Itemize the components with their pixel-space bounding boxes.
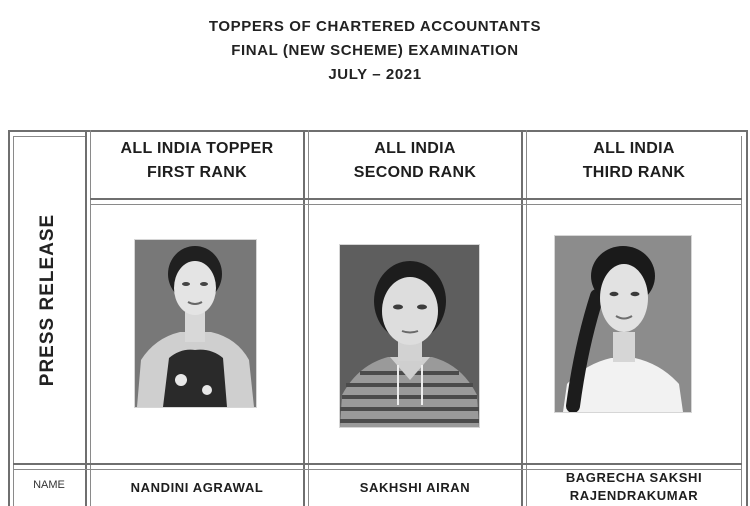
row-line-header-a — [90, 198, 742, 200]
side-column-inner-top — [13, 136, 86, 137]
col-divider-2a — [303, 130, 305, 506]
rank-header-1-line1: ALL INDIA TOPPER — [120, 140, 274, 157]
col-divider-1b — [90, 130, 91, 506]
row-line-header-b — [90, 204, 742, 205]
rank-header-3 — [527, 137, 741, 185]
rank-header-2-line2: SECOND RANK — [353, 164, 477, 181]
topper-photo-2 — [340, 245, 479, 427]
title-line-2: FINAL (NEW SCHEME) EXAMINATION — [231, 42, 519, 59]
rank-header-2-line1: ALL INDIA — [374, 140, 456, 157]
topper-name-1 — [91, 479, 303, 497]
rank-header-1-line2: FIRST RANK — [147, 164, 247, 181]
col-divider-1a — [85, 130, 87, 506]
col-divider-2b — [308, 130, 309, 506]
col-divider-4b — [741, 136, 742, 506]
col-divider-3b — [526, 130, 527, 506]
name-row-label: NAME — [33, 479, 65, 491]
row-line-name-a — [13, 463, 742, 465]
topper-name-3 — [527, 469, 741, 505]
table-border-right — [746, 130, 748, 506]
title-line-1: TOPPERS OF CHARTERED ACCOUNTANTS — [208, 18, 542, 35]
side-column-inner-left — [13, 136, 14, 506]
press-release-label: PRESS RELEASE — [37, 213, 58, 387]
table-border-left — [8, 130, 10, 506]
topper-name-3-line2: RAJENDRAKUMAR — [569, 488, 699, 503]
topper-name-2-line1: SAKHSHI AIRAN — [359, 480, 471, 495]
rank-header-3-line2: THIRD RANK — [582, 164, 686, 181]
rank-header-2 — [309, 137, 521, 185]
rank-header-3-line1: ALL INDIA — [593, 140, 675, 157]
topper-name-2 — [309, 479, 521, 497]
topper-name-1-line1: NANDINI AGRAWAL — [130, 480, 264, 495]
table-border-top — [8, 130, 748, 132]
topper-name-3-line1: BAGRECHA SAKSHI — [565, 470, 703, 485]
title-line-3: JULY – 2021 — [328, 66, 422, 83]
col-divider-3a — [521, 130, 523, 506]
topper-photo-3 — [555, 236, 691, 412]
topper-photo-1 — [135, 240, 256, 407]
rank-header-1 — [91, 137, 303, 185]
